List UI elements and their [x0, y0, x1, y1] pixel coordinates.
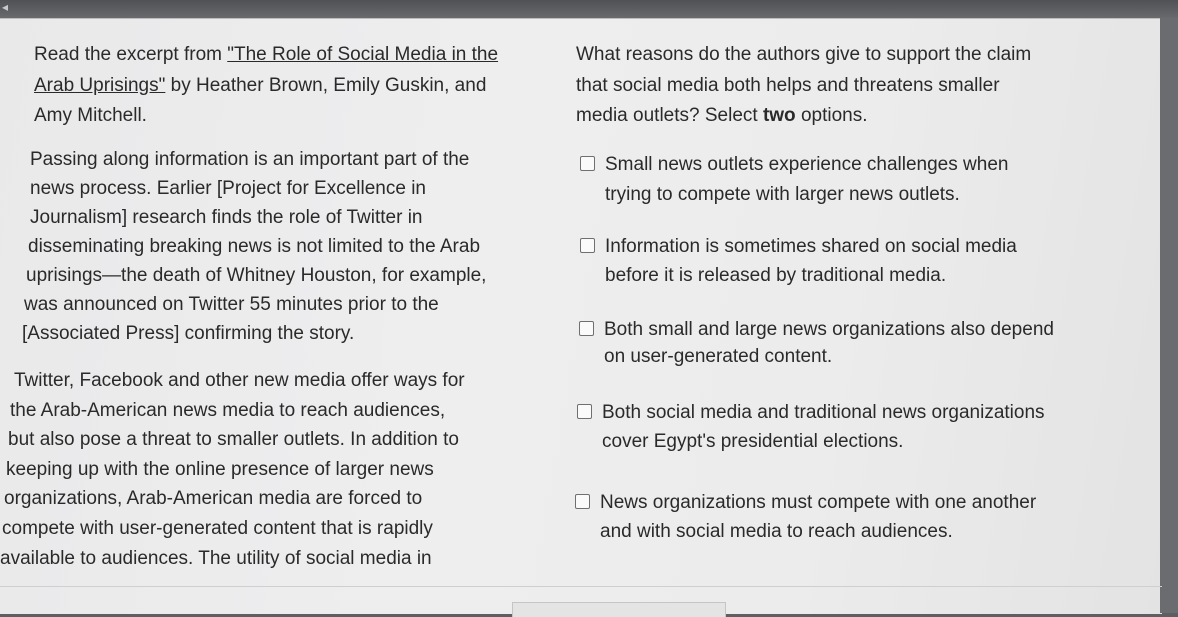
top-bar	[0, 0, 1178, 20]
checkbox[interactable]	[575, 494, 590, 509]
bottom-tab[interactable]	[512, 602, 726, 617]
passage-line: Journalism] research finds the role of Twitter in	[30, 207, 423, 228]
option-1-line-2: trying to compete with larger news outlets.	[605, 184, 960, 205]
intro-line-3: Amy Mitchell.	[34, 105, 147, 126]
article-link-part-1[interactable]: "The Role of Social Media in the	[227, 44, 499, 65]
divider	[0, 586, 1162, 587]
passage-line: the Arab-American news media to reach audiences,	[10, 400, 446, 421]
passage-line: was announced on Twitter 55 minutes prior to the	[24, 294, 439, 315]
intro-prefix: Read the excerpt from	[34, 44, 228, 65]
question-line-2: that social media both helps and threatens smaller	[576, 75, 1000, 96]
passage-line: Twitter, Facebook and other new media offer ways for	[14, 370, 465, 391]
option-3[interactable]	[579, 315, 1054, 371]
passage-line: [Associated Press] confirming the story.	[22, 323, 355, 344]
passage-line: compete with user-generated content that is rapidly	[2, 518, 433, 539]
question-line-3: media outlets? Select two options.	[576, 105, 868, 126]
option-5-line-2: and with social media to reach audiences.	[600, 521, 953, 542]
option-5[interactable]	[575, 488, 1036, 546]
article-link-part-2[interactable]: Arab Uprisings"	[34, 75, 166, 96]
option-2-line-2: before it is released by traditional media.	[605, 265, 947, 286]
option-3-line-2: on user-generated content.	[604, 346, 833, 367]
intro-line-2	[34, 71, 486, 100]
option-4-line-2: cover Egypt's presidential elections.	[602, 431, 904, 452]
passage-line: keeping up with the online presence of larger news	[6, 459, 434, 480]
checkbox[interactable]	[577, 404, 592, 419]
intro-line-1	[34, 40, 498, 69]
option-4[interactable]	[577, 398, 1045, 456]
option-2[interactable]	[580, 232, 1017, 290]
option-1[interactable]	[580, 150, 1008, 209]
passage-line: organizations, Arab-American media are forced to	[4, 488, 423, 509]
checkbox[interactable]	[579, 321, 594, 336]
option-2-line-1: Information is sometimes shared on social media	[605, 236, 1017, 257]
passage-line: available to audiences. The utility of social media in	[0, 548, 432, 569]
back-arrow-icon[interactable]: ◂	[2, 0, 9, 14]
passage-line: but also pose a threat to smaller outlets. In addition to	[8, 429, 459, 450]
question-line-1: What reasons do the authors give to support the claim	[576, 44, 1032, 65]
passage-line: news process. Earlier [Project for Excellence in	[30, 178, 426, 199]
emphasis-two: two	[762, 105, 796, 126]
option-4-line-1: Both social media and traditional news organizations	[602, 402, 1045, 423]
passage-line: disseminating breaking news is not limited to the Arab	[28, 236, 481, 257]
option-1-line-1: Small news outlets experience challenges when	[605, 154, 1009, 175]
checkbox[interactable]	[580, 238, 595, 253]
panel-right-edge	[1160, 18, 1178, 613]
option-5-line-1: News organizations must compete with one another	[600, 492, 1037, 513]
checkbox[interactable]	[580, 156, 595, 171]
intro-authors: by Heather Brown, Emily Guskin, and	[165, 75, 487, 96]
passage-line: uprisings—the death of Whitney Houston, for example,	[26, 265, 487, 286]
option-3-line-1: Both small and large news organizations also depend	[604, 319, 1054, 340]
passage-line: Passing along information is an important part of the	[30, 149, 470, 170]
